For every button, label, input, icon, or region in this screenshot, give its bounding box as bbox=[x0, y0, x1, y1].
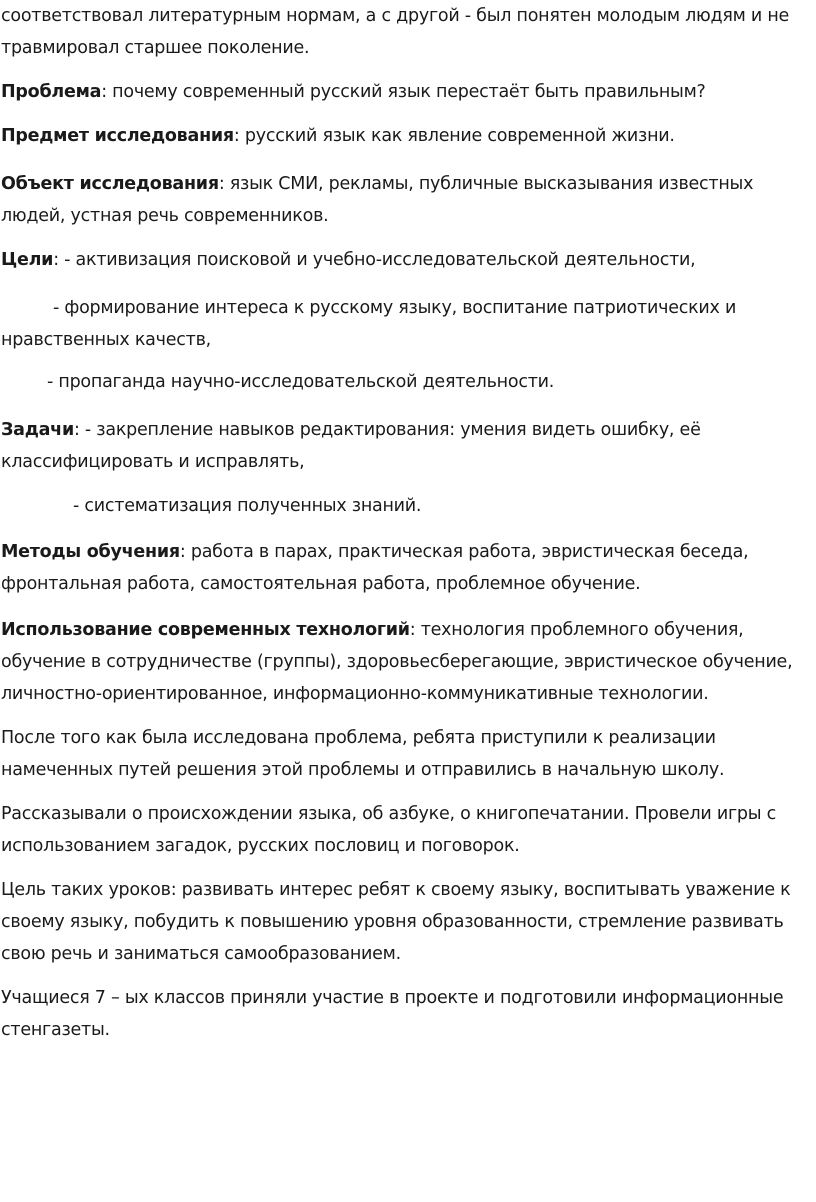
intro-line-2: травмировал старшее поколение. bbox=[1, 38, 310, 58]
methods-text: : работа в парах, практическая работа, эвристическая беседа, bbox=[179, 542, 749, 562]
object-text: : язык СМИ, рекламы, публичные высказывания известных bbox=[218, 174, 754, 194]
tasks-label: Задачи bbox=[1, 420, 74, 440]
problem-paragraph bbox=[1, 76, 813, 108]
object-line-2: людей, устная речь современников. bbox=[1, 206, 329, 226]
goals-item-3-text: - пропаганда научно-исследовательской деятельности. bbox=[47, 372, 555, 392]
goals-paragraph bbox=[1, 244, 813, 276]
aim-line-2: своему языку, побудить к повышению уровня образованности, стремление развивать bbox=[1, 912, 784, 932]
methods-label: Методы обучения bbox=[1, 542, 180, 562]
aim-paragraph bbox=[1, 874, 813, 970]
tasks-item-2 bbox=[1, 490, 813, 522]
students-paragraph bbox=[1, 982, 813, 1046]
technologies-line-2: обучение в сотрудничестве (группы), здоровьесберегающие, эвристическое обучение, bbox=[1, 652, 793, 672]
aim-line-1: Цель таких уроков: развивать интерес ребят к своему языку, воспитывать уважение к bbox=[1, 880, 791, 900]
students-line-2: стенгазеты. bbox=[1, 1020, 110, 1040]
students-line-1: Учащиеся 7 – ых классов приняли участие в проекте и подготовили информационные bbox=[1, 988, 784, 1008]
goals-item-2-line-1: - формирование интереса к русскому языку, воспитание патриотических и bbox=[53, 298, 737, 318]
subject-label: Предмет исследования bbox=[1, 126, 234, 146]
tasks-text: : - закрепление навыков редактирования: умения видеть ошибку, её bbox=[73, 420, 701, 440]
problem-label: Проблема bbox=[1, 82, 102, 102]
subject-text: : русский язык как явление современной жизни. bbox=[233, 126, 675, 146]
object-label: Объект исследования bbox=[1, 174, 219, 194]
after-line-1: После того как была исследована проблема, ребята приступили к реализации bbox=[1, 728, 716, 748]
aim-line-3: свою речь и заниматься самообразованием. bbox=[1, 944, 401, 964]
technologies-line-3: личностно-ориентированное, информационно-коммуникативные технологии. bbox=[1, 684, 709, 704]
methods-line-2: фронтальная работа, самостоятельная работа, проблемное обучение. bbox=[1, 574, 641, 594]
subject-paragraph bbox=[1, 120, 813, 152]
goals-text: : - активизация поисковой и учебно-исследовательской деятельности, bbox=[53, 250, 696, 270]
tasks-line-2: классифицировать и исправлять, bbox=[1, 452, 305, 472]
problem-text: : почему современный русский язык перестаёт быть правильным? bbox=[101, 82, 706, 102]
intro-paragraph bbox=[1, 0, 813, 64]
goals-item-2-line-2: нравственных качеств, bbox=[1, 330, 211, 350]
told-paragraph bbox=[1, 798, 813, 862]
intro-line-1: соответствовал литературным нормам, а с другой - был понятен молодым людям и не bbox=[1, 6, 790, 26]
technologies-label: Использование современных технологий bbox=[1, 620, 410, 640]
told-line-1: Рассказывали о происхождении языка, об азбуке, о книгопечатании. Провели игры с bbox=[1, 804, 776, 824]
tasks-paragraph bbox=[1, 414, 813, 478]
goals-label: Цели bbox=[1, 250, 54, 270]
methods-paragraph bbox=[1, 536, 813, 600]
tasks-item-2-text: - систематизация полученных знаний. bbox=[73, 496, 422, 516]
goals-item-3 bbox=[1, 366, 813, 398]
object-paragraph bbox=[1, 168, 813, 232]
after-line-2: намеченных путей решения этой проблемы и отправились в начальную школу. bbox=[1, 760, 725, 780]
technologies-paragraph bbox=[1, 614, 813, 710]
told-line-2: использованием загадок, русских пословиц и поговорок. bbox=[1, 836, 520, 856]
goals-item-2 bbox=[1, 292, 813, 356]
after-paragraph bbox=[1, 722, 813, 786]
technologies-text: : технология проблемного обучения, bbox=[409, 620, 744, 640]
